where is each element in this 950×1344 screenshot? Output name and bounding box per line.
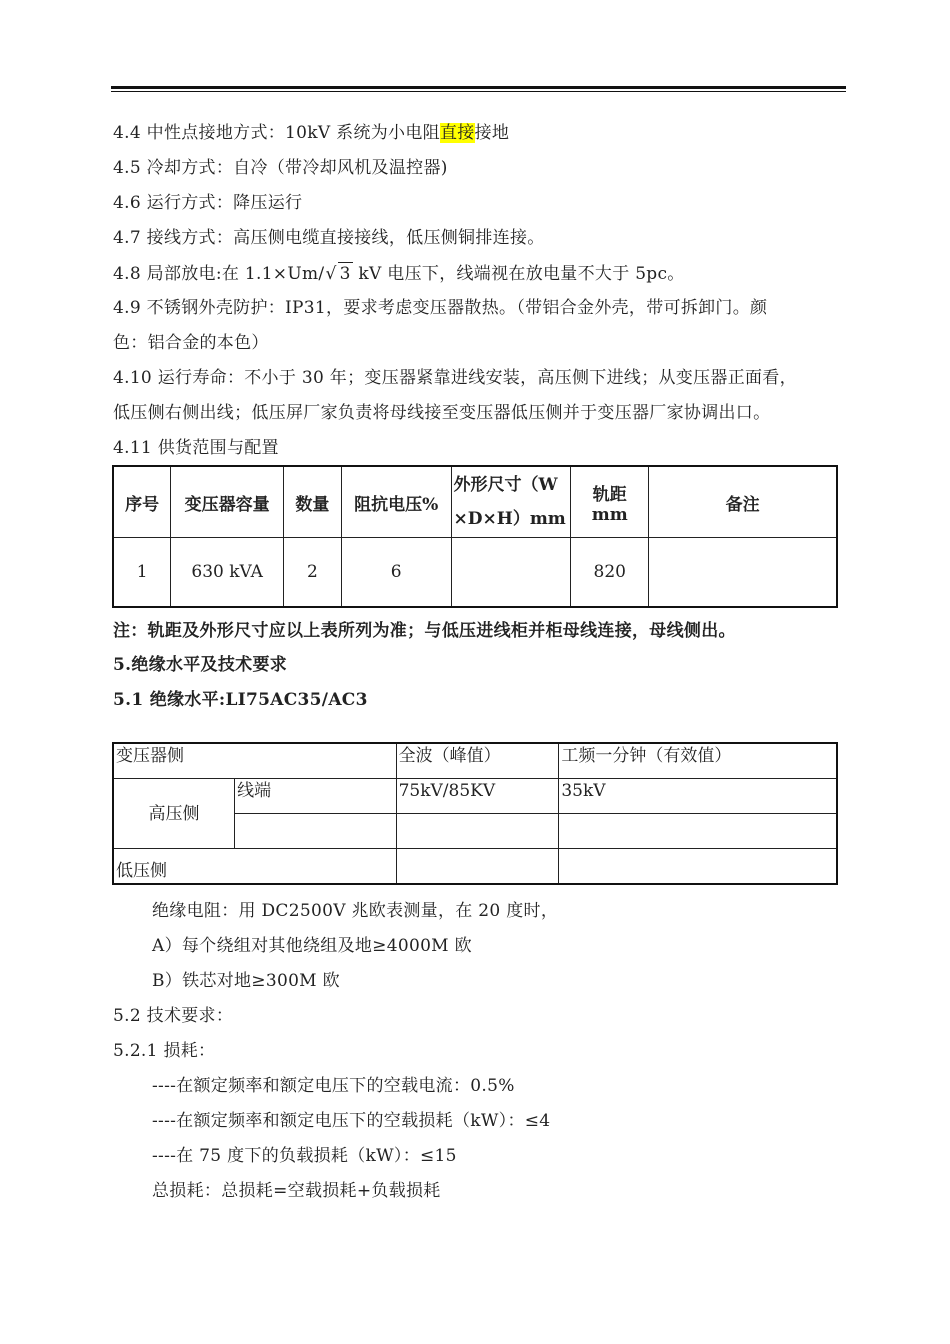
table-row [113, 849, 837, 885]
table-note: 注：轨距及外形尺寸应以上表所列为准；与低压进线柜并柜母线连接，母线侧出。 [113, 621, 736, 641]
header-cell: 阻抗电压% [341, 466, 451, 538]
loss-item-1: ----在额定频率和额定电压下的空载电流：0.5% [152, 1076, 515, 1096]
table-cell [396, 814, 559, 849]
table-cell: 线端 [235, 779, 396, 814]
clause-4-4: 4.4 中性点接地方式：10kV 系统为小电阻直接接地 [113, 123, 510, 143]
table-cell: 1 [113, 538, 171, 608]
ir-item-b: B）铁芯对地≥300M 欧 [152, 971, 340, 991]
clause-4-10-line1: 4.10 运行寿命：不小于 30 年；变压器紧靠进线安装，高压侧下进线；从变压器正面看， [113, 368, 797, 388]
table-cell [559, 814, 837, 849]
header-rule-thick [111, 86, 846, 89]
table-cell: 6 [341, 538, 451, 608]
table-cell [451, 538, 571, 608]
clause-5-1: 5.1 绝缘水平:LI75AC35/AC3 [113, 690, 368, 710]
table-row [113, 538, 837, 608]
header-cell: 工频一分钟（有效值） [559, 743, 837, 779]
table-cell [396, 849, 559, 885]
header-rule-thin [111, 91, 846, 92]
table-row [113, 779, 837, 814]
section-5-title: 5.绝缘水平及技术要求 [113, 655, 288, 675]
header-cell: 变压器容量 [171, 466, 284, 538]
table-header-row [113, 743, 837, 779]
header-cell: 轨距 mm [571, 466, 649, 538]
header-cell: 备注 [649, 466, 837, 538]
highlighted-text: 直接 [439, 123, 475, 143]
table-cell [649, 538, 837, 608]
clause-4-11: 4.11 供货范围与配置 [113, 438, 279, 458]
clause-5-2-1: 5.2.1 损耗： [113, 1041, 216, 1061]
table-cell: 2 [284, 538, 342, 608]
table-cell: 低压侧 [113, 849, 396, 885]
total-loss: 总损耗：总损耗=空载损耗+负载损耗 [152, 1181, 441, 1201]
loss-item-3: ----在 75 度下的负载损耗（kW）：≤15 [152, 1146, 457, 1166]
header-cell: 全波（峰值） [396, 743, 559, 779]
clause-4-8: 4.8 局部放电:在 1.1×Um/√ 3 kV 电压下，线端视在放电量不大于 5pc。 [113, 264, 685, 284]
clause-4-5: 4.5 冷却方式：自冷（带冷却风机及温控器) [113, 158, 448, 178]
table-header-row [113, 466, 837, 538]
header-cell: 外形尺寸（W ×D×H）mm [451, 466, 571, 538]
clause-4-9-line2: 色：铝合金的本色） [113, 333, 269, 353]
header-cell: 数量 [284, 466, 342, 538]
clause-4-9-line1: 4.9 不锈钢外壳防护：IP31，要求考虑变压器散热。（带铝合金外壳，带可拆卸门。颜 [113, 298, 768, 318]
table-cell: 高压侧 [113, 779, 235, 849]
table-cell: 35kV [559, 779, 837, 814]
ir-item-a: A）每个绕组对其他绕组及地≥4000M 欧 [152, 936, 472, 956]
header-cell: 序号 [113, 466, 171, 538]
insulation-resistance: 绝缘电阻：用 DC2500V 兆欧表测量，在 20 度时， [152, 901, 559, 921]
table-cell: 75kV/85KV [396, 779, 559, 814]
table-cell: 630 kVA [171, 538, 284, 608]
loss-item-2: ----在额定频率和额定电压下的空载损耗（kW）：≤4 [152, 1111, 551, 1131]
header-cell: 变压器侧 [113, 743, 396, 779]
clause-5-2: 5.2 技术要求： [113, 1006, 234, 1026]
insulation-table [112, 742, 838, 885]
clause-4-10-line2: 低压侧右侧出线；低压屏厂家负责将母线接至变压器低压侧并于变压器厂家协调出口。 [113, 403, 771, 423]
table-cell [559, 849, 837, 885]
clause-4-7: 4.7 接线方式：高压侧电缆直接接线，低压侧铜排连接。 [113, 228, 545, 248]
supply-table [112, 465, 838, 608]
table-cell: 820 [571, 538, 649, 608]
sqrt-symbol: √ 3 [325, 264, 351, 284]
clause-4-6: 4.6 运行方式：降压运行 [113, 193, 303, 213]
table-cell [235, 814, 396, 849]
